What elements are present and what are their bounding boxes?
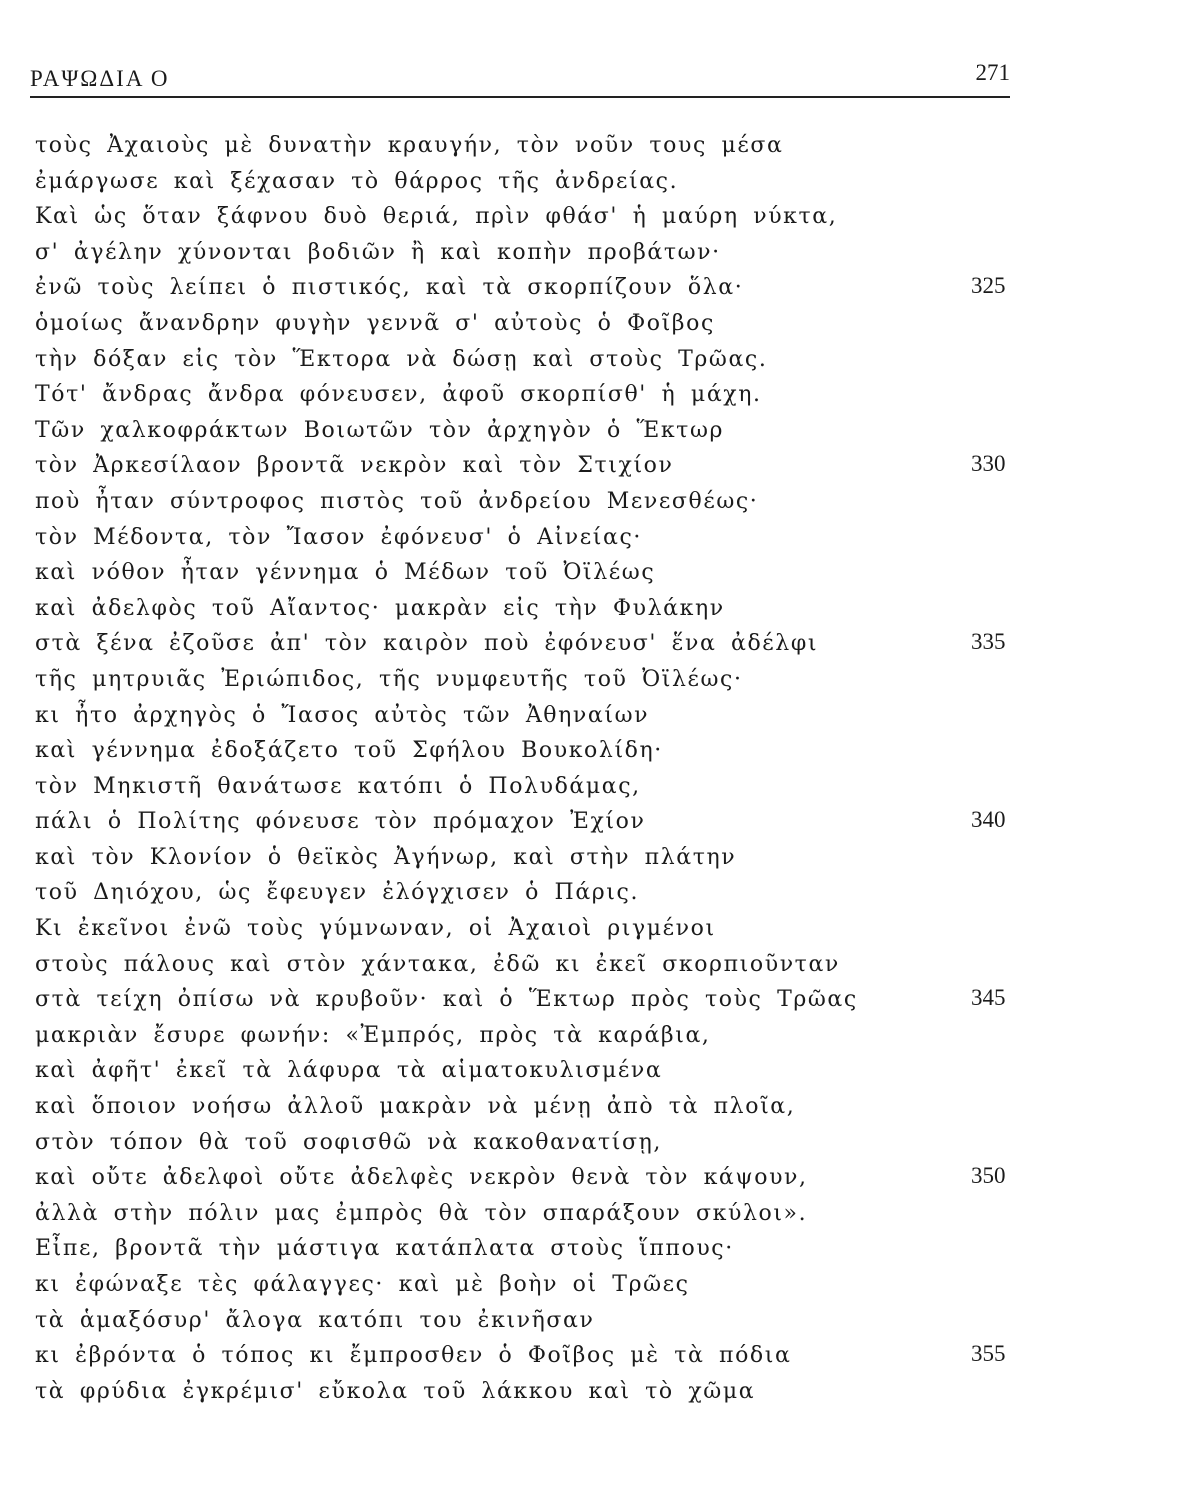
verse-text: Τῶν χαλκοφράκτων Βοιωτῶν τὸν ἀρχηγὸν ὁ Ἕκτωρ [35,417,725,443]
verse-text: τὰ ἁμαξόσυρ' ἄλογα κατόπι του ἐκινῆσαν [35,1307,595,1333]
line-number: 355 [971,1341,1006,1367]
verse-text: στὰ ξένα ἐζοῦσε ἀπ' τὸν καιρὸν ποὺ ἐφόνευσ' ἕνα ἀδέλφι [35,631,819,657]
verse-text: μακριὰν ἔσυρε φωνήν: «Ἐμπρός, πρὸς τὰ καράβια, [35,1022,711,1048]
verse-line [35,1089,1035,1125]
verse-text: καὶ ἀδελφὸς τοῦ Αἴαντος· μακρὰν εἰς τὴν Φυλάκην [35,595,725,621]
verse-text: τὸν Μέδοντα, τὸν Ἴασον ἐφόνευσ' ὁ Αἰνείας· [35,524,642,550]
verse-line [35,1267,1035,1303]
header-rule [30,96,1010,98]
verse-text: Εἶπε, βροντᾶ τὴν μάστιγα κατάπλατα στοὺς ἵππους· [35,1236,734,1262]
line-number: 330 [971,451,1006,477]
verse-text: καὶ ὅποιον νοήσω ἀλλοῦ μακρὰν νὰ μένῃ ἀπὸ τὰ πλοῖα, [35,1094,796,1120]
verse-line [35,520,1035,556]
verse-text: ποὺ ἦταν σύντροφος πιστὸς τοῦ ἀνδρείου Μενεσθέως· [35,488,759,514]
verse-line [35,128,1035,164]
verse-line [35,555,1035,591]
verse-text: ἐνῶ τοὺς λείπει ὁ πιστικός, καὶ τὰ σκορπίζουν ὅλα· [35,275,744,301]
verse-line [35,1196,1035,1232]
verse-text: τὸν Ἀρκεσίλαον βροντᾶ νεκρὸν καὶ τὸν Στιχίον [35,453,674,479]
verse-line [35,1018,1035,1054]
verse-text: κι ἦτο ἀρχηγὸς ὁ Ἴασος αὐτὸς τῶν Ἀθηναίων [35,702,650,728]
verse-line [35,164,1035,200]
verse-text: καὶ οὔτε ἀδελφοὶ οὔτε ἀδελφὲς νεκρὸν θενὰ τὸν κάψουν, [35,1165,808,1191]
verse-text: τὰ φρύδια ἐγκρέμισ' εὔκολα τοῦ λάκκου καὶ τὸ χῶμα [35,1378,756,1404]
verse-line [35,1125,1035,1161]
verse-line [35,484,1035,520]
verse-text: κι ἐφώναξε τὲς φάλαγγες· καὶ μὲ βοὴν οἱ Τρῶες [35,1272,690,1297]
line-number: 340 [971,807,1006,833]
verse-text: ἀλλὰ στὴν πόλιν μας ἐμπρὸς θὰ τὸν σπαράξουν σκύλοι». [35,1200,808,1226]
verse-line [35,982,1035,1018]
verse-text: Τότ' ἄνδρας ἄνδρα φόνευσεν, ἀφοῦ σκορπίσθ' ἡ μάχη. [35,382,762,408]
line-number: 325 [971,273,1006,299]
page-number: 271 [975,60,1010,85]
verse-line [35,199,1035,235]
verse-line [35,947,1035,983]
running-head: ΡΑΨΩΔΙΑ Ο [30,66,170,91]
verse-text: ὁμοίως ἄνανδρην φυγὴν γεννᾶ σ' αὐτοὺς ὁ Φοῖβος [35,310,715,336]
verse-text: Κι ἐκεῖνοι ἐνῶ τοὺς γύμνωναν, οἱ Ἀχαιοὶ ριγμένοι [35,916,716,942]
verse-text: πάλι ὁ Πολίτης φόνευσε τὸν πρόμαχον Ἐχίον [35,809,646,835]
verse-text: στὸν τόπον θὰ τοῦ σοφισθῶ νὰ κακοθανατίσῃ, [35,1129,662,1155]
verse-line [35,662,1035,698]
verse-line [35,1160,1035,1196]
verse-line [35,1053,1035,1089]
verse-line [35,448,1035,484]
verse-block [35,128,1035,1409]
verse-text: κι ἐβρόντα ὁ τόπος κι ἔμπροσθεν ὁ Φοῖβος μὲ τὰ πόδια [35,1343,792,1369]
verse-line [35,733,1035,769]
verse-line [35,1303,1035,1339]
verse-line [35,413,1035,449]
verse-line [35,1231,1035,1267]
verse-text: τὴν δόξαν εἰς τὸν Ἕκτορα νὰ δώσῃ καὶ στοὺς Τρῶας. [35,346,768,372]
verse-line [35,804,1035,840]
verse-line [35,1374,1035,1410]
verse-text: στὰ τείχη ὀπίσω νὰ κρυβοῦν· καὶ ὁ Ἕκτωρ πρὸς τοὺς Τρῶας [35,987,858,1013]
verse-line [35,591,1035,627]
verse-text: τοῦ Δηιόχου, ὡς ἔφευγεν ἐλόγχισεν ὁ Πάρις. [35,880,640,906]
verse-text: Καὶ ὡς ὅταν ξάφνου δυὸ θεριά, πρὶν φθάσ' ἡ μαύρη νύκτα, [35,204,838,230]
verse-text: ἐμάργωσε καὶ ξέχασαν τὸ θάρρος τῆς ἀνδρείας. [35,168,679,194]
line-number: 350 [971,1163,1006,1189]
verse-text: καὶ γέννημα ἐδοξάζετο τοῦ Σφήλου Βουκολίδη· [35,738,663,764]
verse-line [35,769,1035,805]
verse-line [35,342,1035,378]
verse-line [35,377,1035,413]
verse-text: καὶ νόθον ἦταν γέννημα ὁ Μέδων τοῦ Ὀϊλέως [35,560,656,586]
verse-text: τῆς μητρυιᾶς Ἐριώπιδος, τῆς νυμφευτῆς τοῦ Ὀϊλέως· [35,666,743,692]
verse-line [35,698,1035,734]
verse-text: σ' ἀγέλην χύνονται βοδιῶν ἢ καὶ κοπὴν προβάτων· [35,239,721,265]
verse-text: καὶ ἀφῆτ' ἐκεῖ τὰ λάφυρα τὰ αἱματοκυλισμένα [35,1058,663,1084]
page-header [30,60,1010,100]
verse-text: τοὺς Ἀχαιοὺς μὲ δυνατὴν κραυγήν, τὸν νοῦν τους μέσα [35,133,784,158]
verse-line [35,306,1035,342]
line-number: 335 [971,629,1006,655]
verse-text: τὸν Μηκιστῆ θανάτωσε κατόπι ὁ Πολυδάμας, [35,773,641,799]
line-number: 345 [971,985,1006,1011]
verse-text: καὶ τὸν Κλονίον ὁ θεϊκὸς Ἀγήνωρ, καὶ στὴν πλάτην [35,844,737,870]
verse-line [35,911,1035,947]
verse-line [35,875,1035,911]
verse-line [35,840,1035,876]
verse-text: στοὺς πάλους καὶ στὸν χάντακα, ἐδῶ κι ἐκεῖ σκορπιοῦνταν [35,951,840,977]
verse-line [35,1338,1035,1374]
verse-line [35,235,1035,271]
verse-line [35,270,1035,306]
verse-line [35,626,1035,662]
